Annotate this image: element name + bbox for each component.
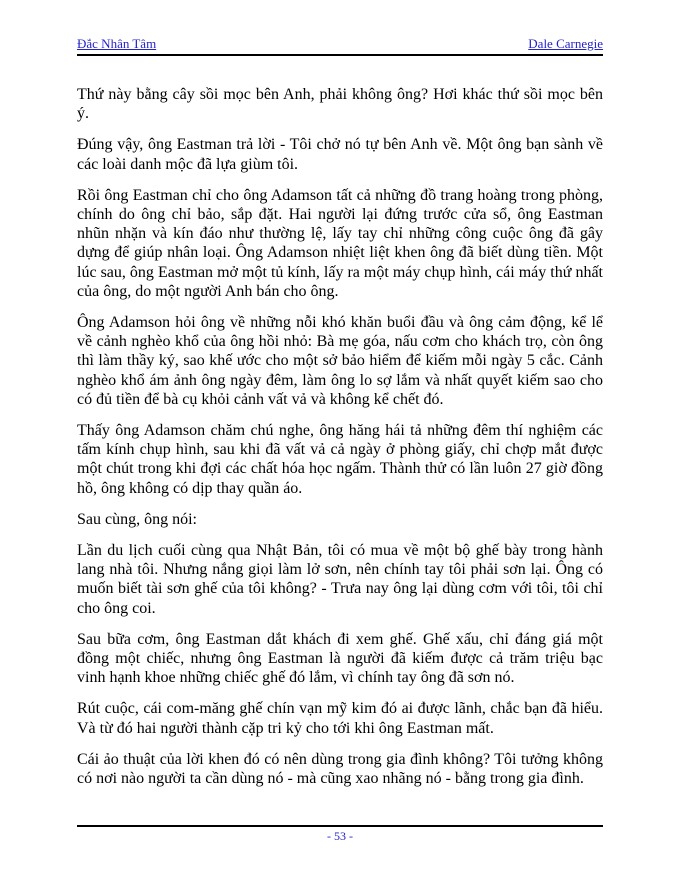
paragraph: Cái ảo thuật của lời khen đó có nên dùng trong gia đình không? Tôi tưởng không có nơi nào người ta cần dùng nó - mà cũng xao nhãng nó - bằng trong gia đình. (77, 750, 603, 788)
paragraph: Thứ này bằng cây sồi mọc bên Anh, phải không ông? Hơi khác thứ sồi mọc bên ý. (77, 86, 603, 123)
header-author-link[interactable]: Dale Carnegie (528, 36, 603, 51)
header-book-title-link[interactable]: Đắc Nhân Tâm (77, 36, 157, 51)
paragraph: Ông Adamson hỏi ông về những nỗi khó khăn buổi đầu và ông cảm động, kể lể về cảnh nghèo khổ của ông hồi nhỏ: Bà mẹ góa, nấu cơm cho khách trọ, còn ông thì làm thầy ký, sao khế ước cho một sở bảo hiểm để kiếm mỗi ngày 5 cắc. Cảnh nghèo khổ ám ảnh ông ngày đêm, làm ông lo sợ lắm và nhất quyết kiếm sao cho có đủ tiền để bà cụ khỏi cảnh vất vả và không kể chết đó. (77, 314, 603, 408)
paragraph: Lần du lịch cuối cùng qua Nhật Bản, tôi có mua về một bộ ghế bày trong hành lang nhà tôi. Nhưng nắng giọi làm lở sơn, nên chính tay tôi phải sơn lại. Ông có muốn biết tài sơn ghế của tôi không? - Trưa nay ông lại dùng cơm với tôi, tôi chỉ cho ông coi. (77, 542, 603, 617)
paragraph: Rút cuộc, cái com-măng ghế chín vạn mỹ kim đó ai được lãnh, chắc bạn đã hiểu. Và từ đó hai người thành cặp tri kỷ cho tới khi ông Eastman mất. (77, 700, 603, 737)
page-footer (77, 825, 603, 844)
page-header (77, 36, 603, 56)
paragraph: Sau bữa cơm, ông Eastman dắt khách đi xem ghế. Ghế xấu, chỉ đáng giá một đồng một chiếc, nhưng ông Eastman là người đã kiếm được cả trăm triệu bạc vinh hạnh khoe những chiếc ghế đó lắm, vì chính tay ông đã sơn nó. (77, 630, 603, 687)
paragraph: Sau cùng, ông nói: (77, 510, 197, 528)
page-body (77, 58, 603, 800)
paragraph: Đúng vậy, ông Eastman trả lời - Tôi chở nó tự bên Anh về. Một ông bạn sành về các loài danh mộc đã lựa giùm tôi. (77, 136, 603, 173)
page-number: - 53 - (327, 829, 353, 843)
paragraph: Thấy ông Adamson chăm chú nghe, ông hăng hái tả những đêm thí nghiệm các tấm kính chụp hình, sau khi đã vất vả cả ngày ở phòng giấy, chỉ chợp mắt được một chút trong khi đợi các chất hóa học ngấm. Thành thử có lần luôn 27 giờ đồng hồ, ông không có dịp thay quần áo. (77, 422, 603, 497)
paragraph: Rồi ông Eastman chỉ cho ông Adamson tất cả những đồ trang hoàng trong phòng, chính do ông chỉ bảo, sắp đặt. Hai người lại đứng trước cửa sổ, ông Eastman nhũn nhặn và kín đáo như thường lệ, lấy tay chỉ những công cuộc ông đã gây dựng để giúp nhân loại. Ông Adamson nhiệt liệt khen ông đã biết dùng tiền. Một lúc sau, ông Eastman mở một tủ kính, lấy ra một máy chụp hình, cái máy thứ nhất của ông, do một người Anh bán cho ông. (77, 186, 603, 300)
